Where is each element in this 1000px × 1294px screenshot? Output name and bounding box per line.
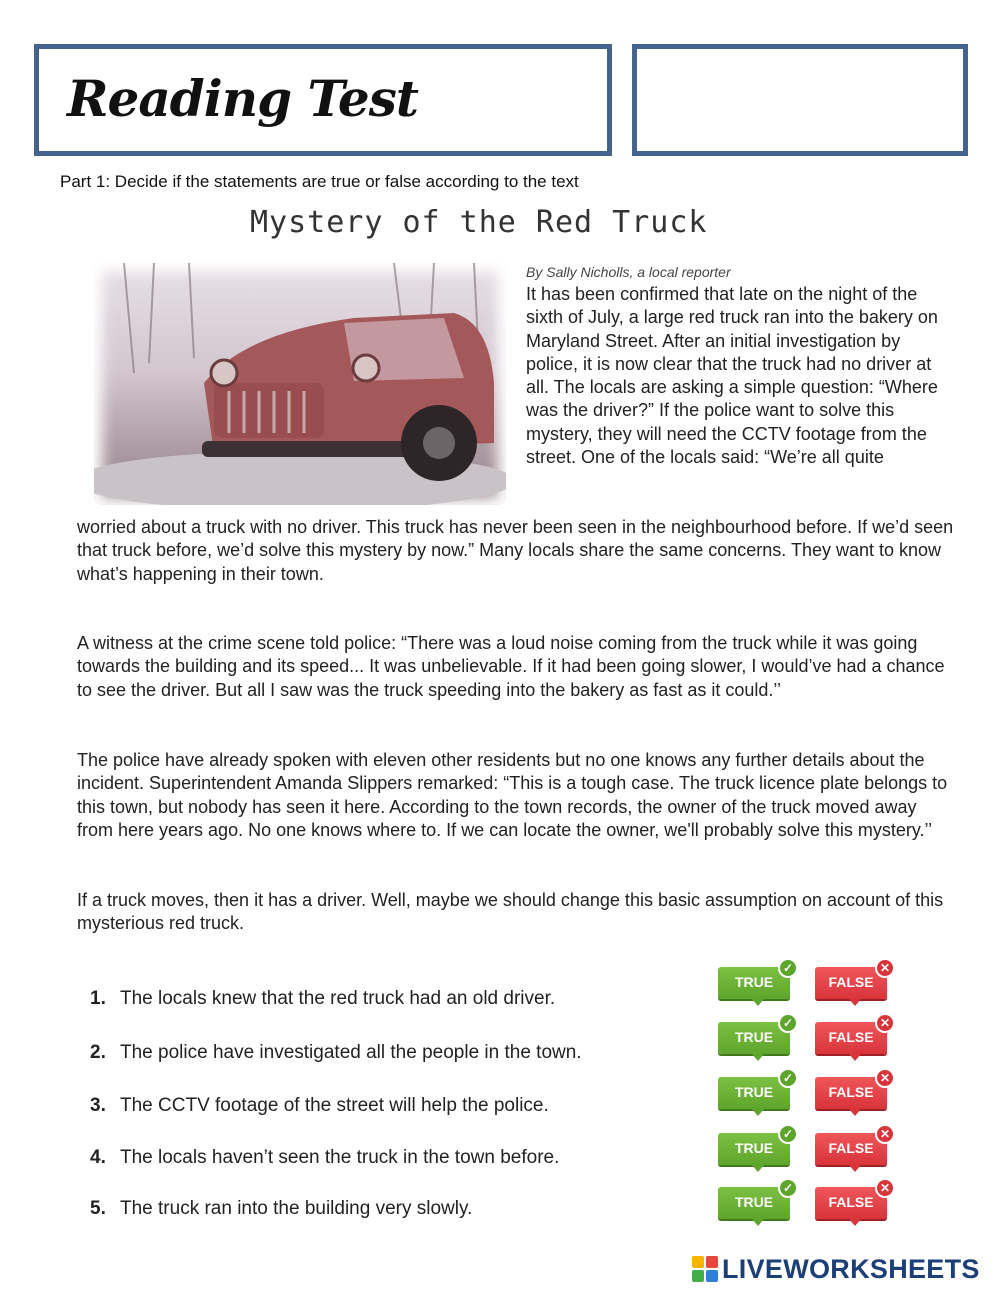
false-label: FALSE (828, 1194, 874, 1210)
true-label: TRUE (734, 1140, 774, 1156)
question-text: The CCTV footage of the street will help the police. (120, 1095, 549, 1116)
question-item (90, 1198, 472, 1220)
false-button-2[interactable] (815, 1016, 891, 1054)
true-button-5[interactable] (718, 1181, 794, 1219)
question-text: The police have investigated all the people in the town. (120, 1042, 582, 1063)
x-icon: ✕ (875, 1178, 895, 1198)
title-box (34, 44, 612, 156)
false-button-4[interactable] (815, 1127, 891, 1165)
true-label: TRUE (734, 1029, 774, 1045)
question-number: 4. (90, 1147, 106, 1168)
question-text: The truck ran into the building very slowly. (120, 1198, 473, 1219)
true-label: TRUE (734, 974, 774, 990)
check-icon: ✓ (778, 1124, 798, 1144)
article-paragraph: A witness at the crime scene told police: “There was a loud noise coming from the truck while it was going towards the building and its speed... It was unbelievable. If it had been going slower, I would’ve had a chance to see the driver. But all I saw was the truck speeding into the bakery as fast as it could.’’ (77, 633, 945, 700)
true-label: TRUE (734, 1194, 774, 1210)
false-button-1[interactable] (815, 961, 891, 999)
false-button-3[interactable] (815, 1071, 891, 1109)
false-label: FALSE (828, 1029, 874, 1045)
name-box[interactable] (632, 44, 968, 156)
check-icon: ✓ (778, 1068, 798, 1088)
truck-illustration (94, 263, 506, 505)
question-item (90, 988, 555, 1010)
true-button-4[interactable] (718, 1127, 794, 1165)
question-number: 3. (90, 1095, 106, 1116)
question-number: 1. (90, 988, 106, 1009)
article-title: Mystery of the Red Truck (250, 205, 708, 240)
check-icon: ✓ (778, 1013, 798, 1033)
article-byline: By Sally Nicholls, a local reporter (526, 264, 731, 280)
check-icon: ✓ (778, 1178, 798, 1198)
x-icon: ✕ (875, 1068, 895, 1088)
x-icon: ✕ (875, 958, 895, 978)
instructions: Part 1: Decide if the statements are true or false according to the text (60, 172, 579, 191)
true-button-1[interactable] (718, 961, 794, 999)
red-truck-photo (94, 263, 506, 505)
false-label: FALSE (828, 1140, 874, 1156)
liveworksheets-logo[interactable] (692, 1252, 980, 1286)
true-button-2[interactable] (718, 1016, 794, 1054)
logo-grid-icon (692, 1256, 718, 1282)
x-icon: ✕ (875, 1013, 895, 1033)
question-item (90, 1147, 559, 1169)
question-text: The locals haven’t seen the truck in the town before. (120, 1147, 560, 1168)
logo-text: LIVEWORKSHEETS (722, 1253, 980, 1284)
false-label: FALSE (828, 974, 874, 990)
x-icon: ✕ (875, 1124, 895, 1144)
true-button-3[interactable] (718, 1071, 794, 1109)
question-number: 5. (90, 1198, 106, 1219)
true-label: TRUE (734, 1084, 774, 1100)
article-paragraph: If a truck moves, then it has a driver. Well, maybe we should change this basic assumption on account of this mysterious red truck. (77, 890, 944, 934)
article-paragraph: worried about a truck with no driver. This truck has never been seen in the neighbourhood before. If we’d seen that truck before, we’d solve this mystery by now.” Many locals share the same concerns. They want to know what’s happening in their town. (77, 517, 954, 584)
article-paragraph: It has been confirmed that late on the night of the sixth of July, a large red truck ran into the bakery on Maryland Street. After an initial investigation by police, it is now clear that the truck had no driver at all. The locals are asking a simple question: “Where was the driver?” If the police want to solve this mystery, they will need the CCTV footage from the street. One of the locals said: “We’re all quite (526, 284, 938, 468)
question-text: The locals knew that the red truck had an old driver. (120, 988, 556, 1009)
article-paragraph: The police have already spoken with eleven other residents but no one knows any further details about the incident. Superintendent Amanda Slippers remarked: “This is a tough case. The truck licence plate belongs to this town, but nobody has seen it here. According to the town records, the owner of the truck moved away from here years ago. No one knows where to. If we can locate the owner, we'll probably solve this mystery.’’ (77, 750, 948, 840)
question-item (90, 1042, 582, 1064)
question-item (90, 1095, 549, 1117)
false-label: FALSE (828, 1084, 874, 1100)
page-title: Reading Test (67, 69, 418, 128)
check-icon: ✓ (778, 958, 798, 978)
question-number: 2. (90, 1042, 106, 1063)
false-button-5[interactable] (815, 1181, 891, 1219)
